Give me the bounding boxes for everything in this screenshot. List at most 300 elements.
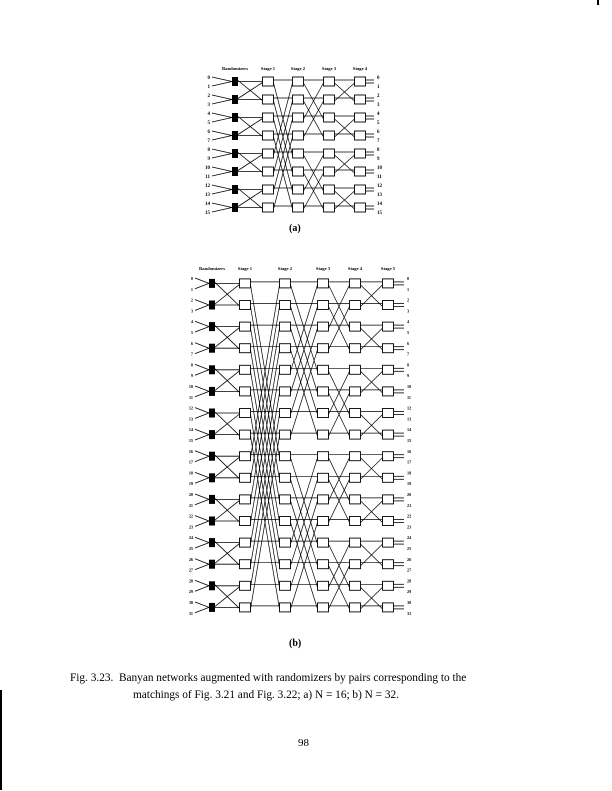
switch-box — [324, 149, 335, 158]
output-label: 3 — [407, 308, 410, 314]
switch-box — [240, 365, 251, 374]
switch-box — [318, 430, 329, 439]
figure-a-diagram — [190, 62, 410, 220]
input-link — [195, 283, 209, 288]
randomizer-box — [209, 387, 215, 396]
input-label: 11 — [189, 394, 193, 400]
input-link — [212, 190, 232, 195]
switch-box — [350, 344, 361, 353]
randomizer-box — [232, 77, 238, 86]
switch-box — [280, 430, 291, 439]
switch-box — [240, 495, 251, 504]
figure-a-sub-label: (a) — [289, 223, 301, 234]
switch-box — [355, 203, 366, 212]
switch-box — [318, 517, 329, 526]
switch-box — [383, 430, 394, 439]
input-label: 27 — [188, 567, 193, 573]
output-label: 31 — [407, 610, 412, 616]
input-link — [195, 478, 209, 483]
figure-caption — [70, 670, 550, 704]
input-label: 13 — [188, 416, 193, 422]
input-link — [195, 521, 209, 526]
output-label: 4 — [377, 112, 380, 117]
switch-box — [318, 387, 329, 396]
output-label: 10 — [377, 166, 382, 171]
input-label: 25 — [188, 546, 193, 551]
figure-b-sub-label: (b) — [289, 638, 302, 649]
switch-box — [240, 279, 251, 288]
switch-box — [383, 301, 394, 310]
switch-box — [383, 603, 394, 612]
switch-box — [383, 365, 394, 374]
input-label: 9 — [207, 157, 210, 162]
input-link — [195, 343, 209, 348]
switch-box — [324, 77, 335, 86]
input-label: 29 — [188, 589, 193, 595]
randomizer-link — [215, 284, 240, 304]
randomizer-link — [238, 83, 263, 99]
randomizer-link — [215, 544, 240, 564]
switch-box — [318, 603, 329, 612]
output-label: 27 — [407, 567, 412, 573]
output-label: 19 — [407, 481, 412, 487]
switch-box — [280, 581, 291, 590]
input-link — [195, 300, 209, 305]
switch-box — [263, 203, 274, 212]
output-label: 24 — [407, 535, 412, 541]
randomizer-box — [232, 113, 238, 122]
output-label: 2 — [377, 94, 380, 99]
input-link — [212, 136, 232, 141]
randomizer-box — [209, 495, 215, 504]
switch-box — [293, 113, 304, 122]
output-label: 13 — [377, 193, 382, 198]
switch-box — [355, 131, 366, 140]
randomizer-box — [232, 203, 238, 212]
switch-box — [383, 344, 394, 353]
output-label: 17 — [407, 459, 412, 465]
input-label: 14 — [205, 202, 210, 207]
switch-box — [350, 409, 361, 418]
stage-header: Randomizers — [221, 66, 249, 71]
output-label: 3 — [377, 103, 380, 108]
randomizer-link — [215, 328, 240, 348]
switch-box — [383, 322, 394, 331]
randomizer-link — [215, 371, 240, 391]
input-link — [195, 370, 209, 375]
output-label: 7 — [377, 139, 380, 144]
switch-box — [350, 495, 361, 504]
input-link — [195, 364, 209, 369]
switch-box — [293, 203, 304, 212]
switch-box — [280, 279, 291, 288]
switch-box — [324, 185, 335, 194]
input-label: 22 — [188, 513, 193, 519]
switch-box — [240, 387, 251, 396]
caption-label: Fig. 3.23. — [70, 672, 114, 684]
switch-box — [263, 167, 274, 176]
output-label: 6 — [377, 130, 380, 135]
input-label: 16 — [188, 448, 193, 454]
switch-box — [280, 452, 291, 461]
stage-header: Stage 2 — [290, 66, 306, 71]
randomizer-box — [232, 131, 238, 140]
switch-box — [383, 473, 394, 482]
switch-box — [383, 560, 394, 569]
output-label: 11 — [377, 175, 382, 180]
randomizer-box — [209, 473, 215, 482]
input-label: 8 — [207, 148, 210, 153]
switch-box — [280, 603, 291, 612]
input-link — [195, 408, 209, 413]
input-label: 9 — [190, 373, 193, 379]
output-label: 15 — [377, 211, 382, 216]
randomizer-box — [209, 560, 215, 569]
switch-box — [318, 452, 329, 461]
stage-header: Stage 1 — [260, 66, 276, 71]
switch-box — [318, 581, 329, 590]
switch-box — [318, 279, 329, 288]
input-label: 2 — [207, 94, 210, 99]
input-label: 6 — [207, 130, 210, 135]
input-label: 4 — [190, 319, 193, 325]
input-label: 28 — [188, 578, 193, 584]
switch-box — [293, 95, 304, 104]
switch-box — [240, 473, 251, 482]
output-label: 9 — [407, 373, 410, 379]
input-link — [212, 100, 232, 105]
switch-box — [350, 473, 361, 482]
input-label: 7 — [207, 139, 210, 144]
output-label: 1 — [407, 286, 410, 292]
output-label: 28 — [407, 578, 412, 584]
input-link — [195, 607, 209, 612]
input-link — [212, 167, 232, 172]
input-link — [212, 77, 232, 82]
switch-box — [318, 495, 329, 504]
switch-box — [240, 581, 251, 590]
switch-box — [280, 517, 291, 526]
switch-box — [383, 517, 394, 526]
switch-box — [355, 185, 366, 194]
output-label: 11 — [407, 394, 411, 400]
switch-box — [355, 77, 366, 86]
switch-box — [324, 113, 335, 122]
input-label: 14 — [188, 427, 193, 433]
switch-box — [280, 387, 291, 396]
input-link — [195, 348, 209, 353]
randomizer-box — [209, 452, 215, 461]
output-label: 14 — [377, 202, 382, 207]
input-link — [195, 537, 209, 542]
randomizer-box — [209, 430, 215, 439]
switch-box — [383, 495, 394, 504]
switch-box — [280, 409, 291, 418]
output-label: 0 — [377, 76, 380, 81]
switch-box — [350, 301, 361, 310]
input-link — [195, 456, 209, 461]
stage-header: Stage 5 — [380, 266, 396, 271]
output-label: 25 — [407, 546, 412, 551]
output-label: 2 — [407, 297, 410, 303]
input-label: 13 — [205, 193, 210, 198]
switch-box — [383, 279, 394, 288]
input-link — [212, 172, 232, 177]
switch-box — [240, 409, 251, 418]
input-link — [195, 580, 209, 585]
switch-box — [263, 77, 274, 86]
switch-box — [263, 149, 274, 158]
randomizer-box — [209, 581, 215, 590]
switch-box — [240, 603, 251, 612]
stage-header: Stage 1 — [237, 266, 253, 271]
input-label: 4 — [207, 112, 210, 117]
stage-header: Stage 4 — [347, 266, 363, 271]
output-label: 5 — [377, 121, 380, 126]
input-link — [195, 516, 209, 521]
output-label: 7 — [407, 351, 410, 357]
input-link — [212, 131, 232, 136]
input-label: 6 — [190, 340, 193, 346]
input-label: 20 — [188, 492, 193, 497]
randomizer-box — [232, 149, 238, 158]
switch-box — [318, 301, 329, 310]
input-label: 0 — [190, 276, 193, 281]
input-label: 10 — [205, 166, 210, 171]
switch-box — [350, 365, 361, 374]
switch-box — [240, 517, 251, 526]
output-label: 8 — [407, 362, 410, 368]
randomizer-box — [209, 409, 215, 418]
input-label: 8 — [190, 362, 193, 368]
output-label: 1 — [377, 85, 380, 90]
input-label: 11 — [205, 175, 210, 180]
randomizer-box — [232, 185, 238, 194]
caption-line-2: matchings of Fig. 3.21 and Fig. 3.22; a) N = 16; b) N = 32. — [133, 689, 399, 701]
switch-box — [280, 322, 291, 331]
input-label: 24 — [188, 535, 193, 541]
switch-box — [240, 322, 251, 331]
input-link — [195, 305, 209, 310]
output-label: 12 — [407, 405, 412, 411]
input-link — [195, 386, 209, 391]
input-link — [195, 327, 209, 332]
randomizer-box — [209, 538, 215, 547]
input-link — [195, 413, 209, 418]
input-label: 10 — [188, 384, 193, 389]
input-label: 26 — [188, 556, 193, 562]
randomizer-box — [209, 344, 215, 353]
stage-header: Stage 3 — [321, 66, 337, 71]
input-label: 31 — [188, 610, 193, 616]
input-link — [195, 543, 209, 548]
input-label: 5 — [190, 330, 193, 335]
output-label: 6 — [407, 340, 410, 346]
output-label: 10 — [407, 384, 412, 389]
switch-box — [240, 430, 251, 439]
input-link — [195, 499, 209, 504]
output-label: 23 — [407, 524, 412, 530]
switch-box — [280, 560, 291, 569]
output-label: 12 — [377, 184, 382, 189]
randomizer-link — [238, 155, 263, 171]
switch-box — [318, 560, 329, 569]
switch-box — [293, 167, 304, 176]
randomizer-box — [232, 167, 238, 176]
randomizer-box — [232, 95, 238, 104]
input-label: 12 — [205, 184, 210, 189]
switch-box — [280, 495, 291, 504]
input-link — [195, 429, 209, 434]
switch-box — [293, 131, 304, 140]
switch-box — [263, 185, 274, 194]
output-label: 8 — [377, 148, 380, 153]
switch-box — [350, 517, 361, 526]
randomizer-link — [215, 457, 240, 477]
input-link — [195, 494, 209, 499]
randomizer-link — [215, 414, 240, 434]
input-label: 17 — [188, 459, 193, 465]
input-link — [195, 451, 209, 456]
switch-box — [350, 279, 361, 288]
randomizer-box — [209, 279, 215, 288]
input-link — [212, 185, 232, 190]
input-link — [212, 113, 232, 118]
switch-box — [280, 473, 291, 482]
switch-box — [350, 387, 361, 396]
page-number: 98 — [298, 737, 309, 749]
switch-box — [280, 344, 291, 353]
input-label: 30 — [188, 600, 193, 605]
switch-box — [383, 452, 394, 461]
switch-box — [350, 538, 361, 547]
switch-box — [240, 301, 251, 310]
output-label: 20 — [407, 492, 412, 497]
switch-box — [324, 95, 335, 104]
switch-box — [293, 77, 304, 86]
input-link — [212, 208, 232, 213]
page-edge-mark — [0, 690, 2, 790]
switch-box — [240, 344, 251, 353]
randomizer-box — [209, 517, 215, 526]
switch-box — [318, 473, 329, 482]
output-label: 29 — [407, 589, 412, 595]
switch-box — [240, 538, 251, 547]
input-label: 1 — [207, 85, 210, 90]
randomizer-link — [238, 119, 263, 135]
input-link — [212, 149, 232, 154]
input-link — [195, 435, 209, 440]
output-label: 13 — [407, 416, 412, 422]
switch-box — [350, 452, 361, 461]
switch-box — [355, 113, 366, 122]
randomizer-box — [209, 365, 215, 374]
input-link — [212, 82, 232, 87]
input-link — [212, 154, 232, 159]
stage-header: Stage 4 — [352, 66, 368, 71]
input-link — [212, 95, 232, 100]
stage-header: Stage 3 — [315, 266, 331, 271]
stage-header: Stage 2 — [277, 266, 293, 271]
randomizer-box — [209, 301, 215, 310]
randomizer-link — [238, 191, 263, 207]
switch-box — [280, 365, 291, 374]
switch-box — [355, 167, 366, 176]
figure-a-network-svg — [190, 62, 410, 220]
input-link — [195, 564, 209, 569]
figure-b-diagram — [175, 262, 425, 624]
input-label: 2 — [190, 297, 193, 303]
randomizer-link — [215, 500, 240, 520]
switch-box — [350, 322, 361, 331]
input-link — [195, 559, 209, 564]
output-label: 21 — [407, 502, 412, 508]
switch-box — [263, 113, 274, 122]
output-label: 0 — [407, 276, 410, 281]
switch-box — [350, 430, 361, 439]
switch-box — [318, 344, 329, 353]
switch-box — [240, 452, 251, 461]
switch-box — [383, 409, 394, 418]
switch-box — [324, 203, 335, 212]
input-link — [195, 391, 209, 396]
output-label: 4 — [407, 319, 410, 325]
input-label: 0 — [207, 76, 210, 81]
input-label: 3 — [207, 103, 210, 108]
input-link — [212, 203, 232, 208]
switch-box — [240, 560, 251, 569]
switch-box — [324, 167, 335, 176]
input-link — [212, 118, 232, 123]
randomizer-box — [209, 322, 215, 331]
switch-box — [324, 131, 335, 140]
switch-box — [280, 538, 291, 547]
randomizer-box — [209, 603, 215, 612]
switch-box — [318, 538, 329, 547]
output-label: 9 — [377, 157, 380, 162]
input-label: 1 — [190, 286, 193, 292]
input-label: 18 — [188, 470, 193, 476]
input-label: 12 — [188, 405, 193, 411]
figure-b-network-svg — [175, 262, 425, 624]
switch-box — [318, 322, 329, 331]
switch-box — [293, 185, 304, 194]
input-label: 3 — [190, 308, 193, 314]
switch-box — [263, 131, 274, 140]
output-label: 18 — [407, 470, 412, 476]
switch-box — [263, 95, 274, 104]
switch-box — [318, 365, 329, 374]
randomizer-link — [215, 587, 240, 607]
input-label: 7 — [190, 351, 193, 357]
output-label: 5 — [407, 330, 410, 335]
switch-box — [280, 301, 291, 310]
stage-header: Randomizers — [198, 266, 226, 271]
output-label: 15 — [407, 438, 412, 443]
switch-box — [383, 387, 394, 396]
input-link — [195, 586, 209, 591]
switch-box — [350, 603, 361, 612]
output-label: 26 — [407, 556, 412, 562]
switch-box — [350, 560, 361, 569]
input-link — [195, 472, 209, 477]
switch-box — [383, 538, 394, 547]
switch-box — [293, 149, 304, 158]
output-label: 22 — [407, 513, 412, 519]
switch-box — [355, 149, 366, 158]
input-link — [195, 278, 209, 283]
switch-box — [383, 581, 394, 590]
